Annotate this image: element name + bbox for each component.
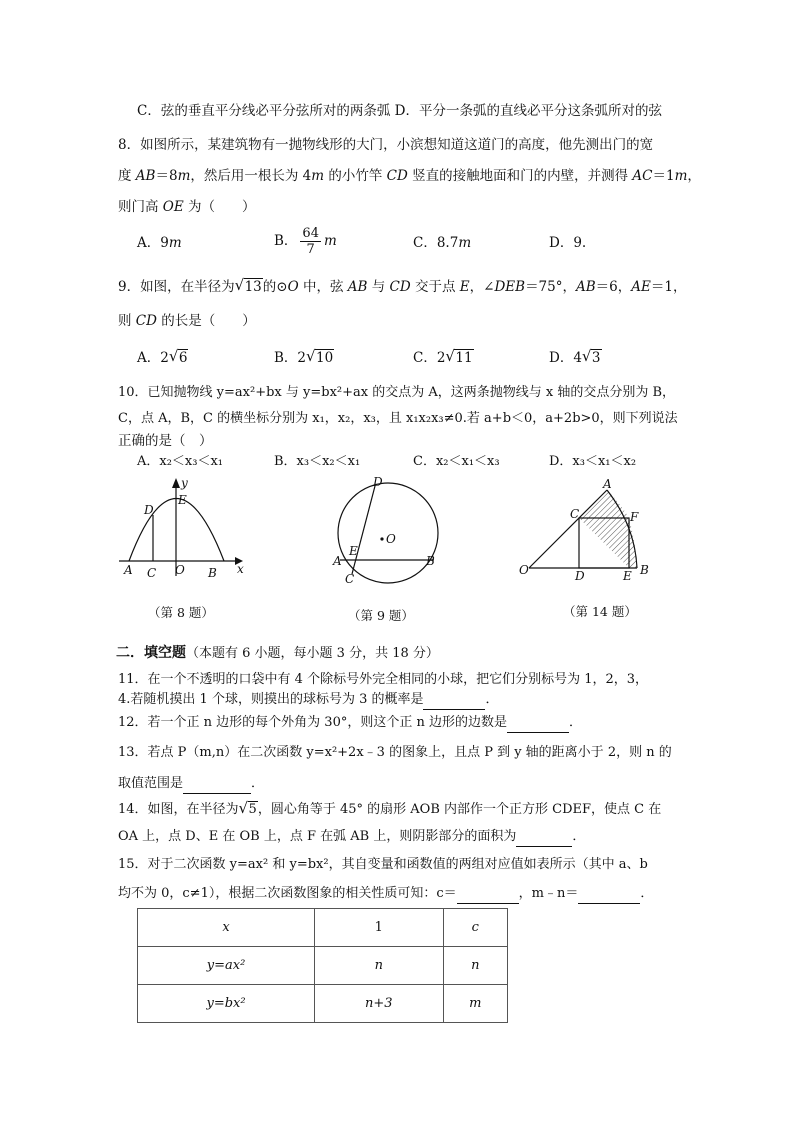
answer-blank-15-mn[interactable]: [578, 889, 640, 904]
chord-cd: [352, 486, 375, 574]
label-d: D: [575, 569, 585, 583]
sqrt-5: √ 5: [238, 799, 257, 817]
q10-line3: 正确的是（ ）: [118, 433, 213, 449]
label-d: D: [373, 476, 383, 489]
table-cell: y=bx²: [138, 985, 315, 1023]
label-f: F: [630, 510, 639, 524]
q10-option-b: B．x₃＜x₂＜x₁: [274, 454, 361, 469]
answer-blank-15-c[interactable]: [457, 889, 519, 904]
q8-option-a: A．9m: [137, 235, 182, 251]
caption-figure-14: （第 14 题）: [563, 604, 637, 619]
q8-option-c: C．8.7m: [413, 235, 472, 251]
q8-line3: 则门高 OE 为（ ）: [118, 199, 256, 215]
table-row: [138, 985, 508, 1023]
figure-14-sector: [515, 478, 655, 583]
q15-line1: 15．对于二次函数 y=ax² 和 y=bx²，其自变量和函数值的两组对应值如表所示（其中 a、b: [118, 857, 648, 872]
label-o: O: [175, 563, 185, 577]
q13-line2: 取值范围是 ．: [118, 774, 264, 794]
table-cell: m: [443, 985, 507, 1023]
q9-option-b: B．2 √ 10: [274, 347, 334, 366]
label-e: E: [178, 493, 187, 507]
q9-option-c: C．2 √ 11: [413, 347, 473, 366]
q12-line: 12．若一个正 n 边形的每个外角为 30°，则这个正 n 边形的边数是 ．: [118, 713, 582, 733]
label-b: B: [640, 563, 649, 577]
q10-line2: C，点 A，B，C 的横坐标分别为 x₁，x₂，x₃，且 x₁x₂x₃≠0.若 a+b＜0，a+2b>0，则下列说法: [118, 411, 678, 426]
answer-blank-13[interactable]: [183, 779, 251, 794]
q9-line1: 9．如图，在半径为 √ 13的⊙O 中，弦 AB 与 CD 交于点 E，∠DEB＝75°，AB＝6，AE＝1，: [118, 276, 687, 295]
q8-option-b: B． $\frac{64}{7}$ m: [274, 226, 337, 257]
label-a: A: [124, 563, 133, 577]
table-cell: n+3: [315, 985, 443, 1023]
label-c: C: [570, 507, 580, 521]
caption-figure-9: （第 9 题）: [348, 608, 414, 623]
table-cell: y=ax²: [138, 947, 315, 985]
label-a: A: [333, 554, 342, 568]
label-b: B: [208, 566, 217, 580]
q8-line1: 8．如图所示，某建筑物有一抛物线形的大门，小滨想知道这道门的高度，他先测出门的宽: [118, 137, 654, 153]
q10-line1: 10．已知抛物线 y=ax²+bx 与 y=bx²+ax 的交点为 A，这两条抛物线与 x 轴的交点分别为 B，: [118, 385, 676, 400]
q7-options-cd: C．弦的垂直平分线必平分弦所对的两条弧 D．平分一条弧的直线必平分这条弧所对的弦: [137, 103, 662, 119]
label-c: C: [147, 566, 157, 580]
label-x: x: [237, 562, 244, 576]
label-o: O: [519, 563, 529, 577]
table-cell: 1: [315, 909, 443, 947]
table-row: [138, 909, 508, 947]
section-2-heading: 二．填空题（本题有 6 小题，每小题 3 分，共 18 分）: [116, 645, 439, 661]
figure-9-circle: [330, 476, 445, 586]
q15-line2: 均不为 0，c≠1），根据二次函数图象的相关性质可知：c＝ ，m﹣n＝ ．: [118, 884, 653, 904]
answer-blank-14[interactable]: [516, 832, 572, 847]
q9-option-a: A．2 √ 6: [137, 347, 188, 366]
table-cell: c: [443, 909, 507, 947]
q14-line1: 14．如图，在半径为 √ 5，圆心角等于 45° 的扇形 AOB 内部作一个正方形 CDEF，使点 C 在: [118, 800, 661, 820]
q10-option-c: C．x₂＜x₁＜x₃: [413, 454, 500, 469]
label-a: A: [603, 478, 612, 491]
q11-line1: 11．在一个不透明的口袋中有 4 个除标号外完全相同的小球，把它们分别标号为 1，2，3，: [118, 672, 649, 687]
figure-8-parabola: [115, 476, 250, 581]
label-y: y: [181, 476, 188, 490]
label-d: D: [144, 503, 154, 517]
fraction-64-7: $\frac{64}{7}$: [302, 226, 319, 257]
sqrt-13: √ 13: [234, 276, 262, 295]
q9-line2: 则 CD 的长是（ ）: [118, 313, 256, 329]
label-c: C: [345, 572, 355, 586]
label-b: B: [426, 554, 435, 568]
table-cell: x: [138, 909, 315, 947]
shaded-region-top: [579, 490, 629, 518]
table-row: [138, 947, 508, 985]
q8-option-d: D．9.: [549, 235, 587, 251]
q11-line2: 4.若随机摸出 1 个球，则摸出的球标号为 3 的概率是 ．: [118, 690, 499, 710]
y-axis-arrow: [172, 478, 180, 488]
answer-blank-12[interactable]: [507, 718, 569, 733]
answer-blank-11[interactable]: [423, 695, 485, 710]
caption-figure-8: （第 8 题）: [148, 605, 214, 620]
table-cell: n: [443, 947, 507, 985]
q13-line1: 13．若点 P（m,n）在二次函数 y=x²+2x﹣3 的图象上，且点 P 到 y 轴的距离小于 2，则 n 的: [118, 745, 672, 760]
q10-option-d: D．x₃＜x₁＜x₂: [549, 454, 637, 469]
q8-line2: 度 AB＝8m，然后用一根长为 4m 的小竹竿 CD 竖直的接触地面和门的内壁，并测得 AC＝1m，: [118, 168, 701, 184]
label-e: E: [349, 544, 358, 558]
q10-option-a: A．x₂＜x₃＜x₁: [137, 454, 224, 469]
q15-value-table: [137, 908, 508, 1023]
center-point: [380, 537, 383, 540]
q9-option-d: D．4 √ 3: [549, 347, 601, 366]
table-cell: n: [315, 947, 443, 985]
label-o: O: [386, 532, 396, 546]
q14-line2: OA 上，点 D、E 在 OB 上，点 F 在弧 AB 上，则阴影部分的面积为 ．: [118, 827, 585, 847]
label-e: E: [623, 569, 632, 583]
